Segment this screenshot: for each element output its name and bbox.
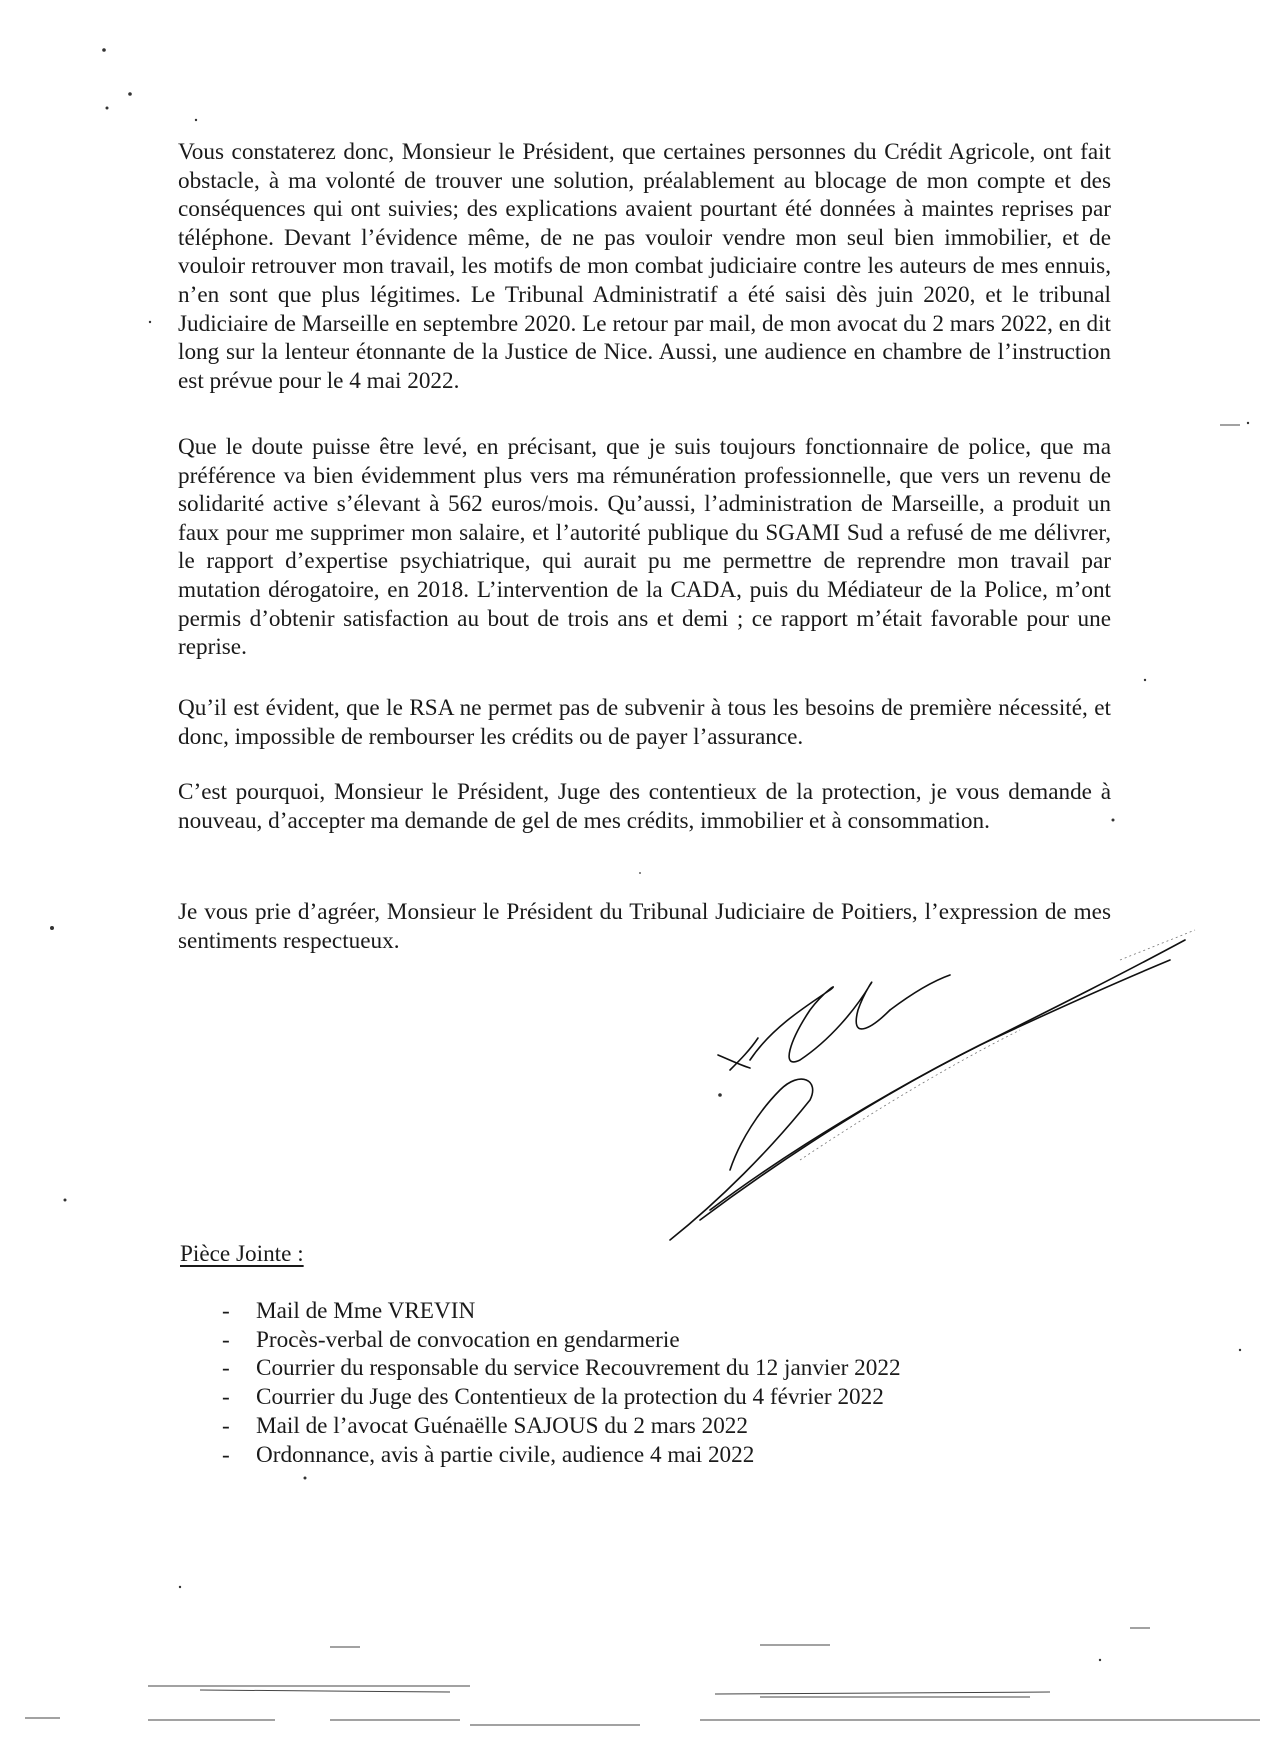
list-item: - Courrier du Juge des Contentieux de la protection du 4 février 2022 (222, 1383, 901, 1412)
paragraph-3: Qu’il est évident, que le RSA ne permet pas de subvenir à tous les besoins de première nécessité, et donc, impossible de rembourser les crédits ou de payer l’assurance. (178, 695, 1111, 750)
attachments-list (222, 1297, 901, 1469)
list-item: - Courrier du responsable du service Recouvrement du 12 janvier 2022 (222, 1354, 901, 1383)
list-item: - Ordonnance, avis à partie civile, audience 4 mai 2022 (222, 1441, 901, 1470)
paragraph-2: Que le doute puisse être levé, en précisant, que je suis toujours fonctionnaire de police, que ma préférence va bien évidemment plus vers ma rémunération professionnelle, que vers un revenu de solidarité active s’élevant à 562 euros/mois. Qu’aussi, l’administration de Marseille, a produit un faux pour me supprimer mon salaire, et l’autorité publique du SGAMI Sud a refusé de me délivrer, le rapport d’expertise psychiatrique, qui aurait pu me permettre de reprendre mon travail par mutation dérogatoire, en 2018. L’intervention de la CADA, puis du Médiateur de la Police, m’ont permis d’obtenir satisfaction au bout de trois ans et demi ; ce rapport m’était favorable pour une reprise. (178, 434, 1111, 661)
paragraph-4: C’est pourquoi, Monsieur le Président, Juge des contentieux de la protection, je vous demande à nouveau, d’accepter ma demande de gel de mes crédits, immobilier et à consommation. (178, 779, 1111, 834)
list-item: - Procès-verbal de convocation en gendarmerie (222, 1326, 901, 1355)
attachments-title: Pièce Jointe : (180, 1241, 304, 1267)
list-item: - Mail de Mme VREVIN (222, 1297, 901, 1326)
closing-formula: Je vous prie d’agréer, Monsieur le Président du Tribunal Judiciaire de Poitiers, l’expression de mes sentiments respectueux. (178, 899, 1111, 954)
list-item: - Mail de l’avocat Guénaëlle SAJOUS du 2 mars 2022 (222, 1412, 901, 1441)
paragraph-1: Vous constaterez donc, Monsieur le Président, que certaines personnes du Crédit Agricole, ont fait obstacle, à ma volonté de trouver une solution, préalablement au blocage de mon compte et des conséquences qui ont suivies; des explications avaient pourtant été données à maintes reprises par téléphone. Devant l’évidence même, de ne pas vouloir vendre mon seul bien immobilier, et de vouloir retrouver mon travail, les motifs de mon combat judiciaire contre les auteurs de mes ennuis, n’en sont que plus légitimes. Le Tribunal Administratif a été saisi dès juin 2020, et le tribunal Judiciaire de Marseille en septembre 2020. Le retour par mail, de mon avocat du 2 mars 2022, en dit long sur la lenteur étonnante de la Justice de Nice. Aussi, une audience en chambre de l’instruction est prévue pour le 4 mai 2022. (178, 139, 1111, 394)
handwritten-signature (640, 920, 1200, 1250)
